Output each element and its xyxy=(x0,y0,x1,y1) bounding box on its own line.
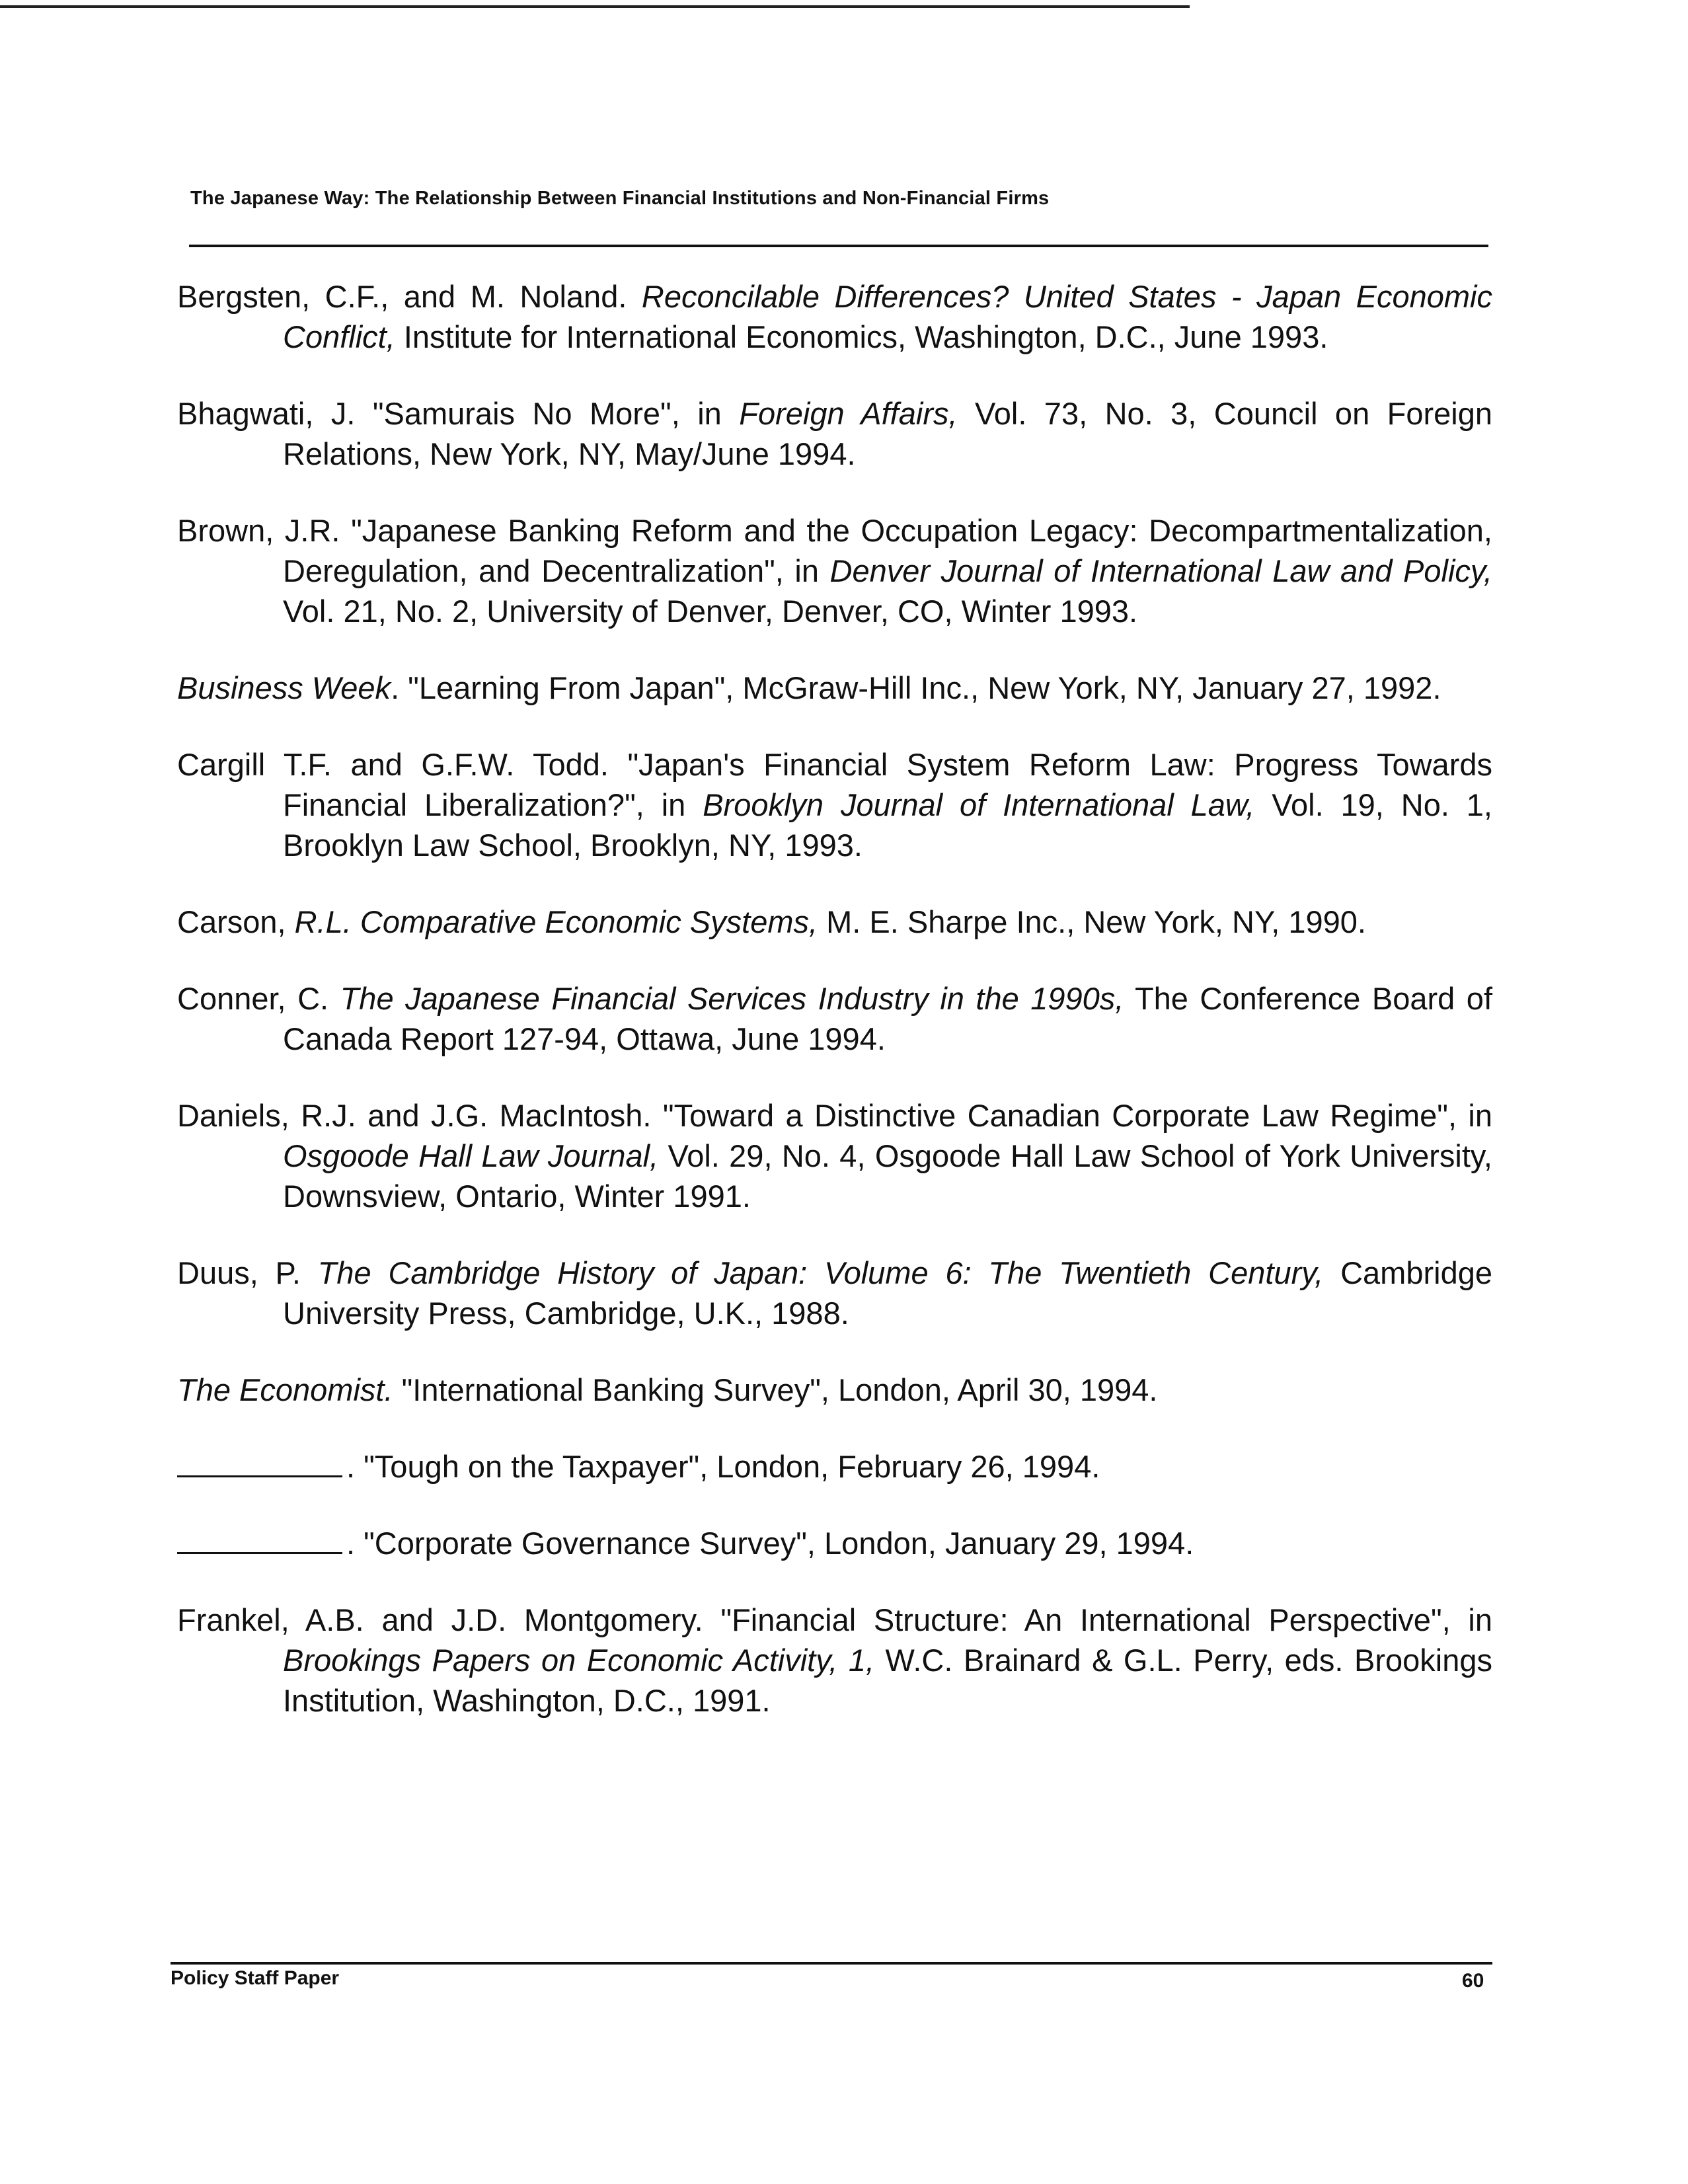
reference-entry xyxy=(177,744,1492,865)
reference-author: Brown, J.R. "Japanese Banking Reform and the Occupation Legacy: Decompartmentalization, Deregulation, and Decentralization", in xyxy=(177,513,1492,588)
reference-details: Vol. 73, No. 3, Council on Foreign Relations, New York, NY, May/June 1994. xyxy=(283,396,1493,471)
reference-title: Foreign Affairs, xyxy=(739,396,958,431)
reference-title: Osgoode Hall Law Journal, xyxy=(283,1138,659,1173)
reference-details: . "Learning From Japan", McGraw-Hill Inc., New York, NY, January 27, 1992. xyxy=(391,670,1441,705)
reference-entry xyxy=(177,1095,1492,1216)
reference-entry xyxy=(177,276,1492,357)
reference-entry xyxy=(177,668,1492,708)
reference-author: Cargill T.F. and G.F.W. Todd. "Japan's Financial System Reform Law: Progress Towards Financial Liberalization?", in xyxy=(177,747,1492,822)
reference-entry xyxy=(177,393,1492,474)
footer-rule xyxy=(171,1962,1492,1965)
reference-entry xyxy=(177,1446,1492,1487)
reference-details: Vol. 19, No. 1, Brooklyn Law School, Brooklyn, NY, 1993. xyxy=(283,787,1492,863)
scan-top-edge-line xyxy=(0,5,1190,8)
header-rule xyxy=(189,245,1488,247)
reference-details: Vol. 29, No. 4, Osgoode Hall Law School of York University, Downsview, Ontario, Winter 1991. xyxy=(283,1138,1492,1214)
reference-details: . "Tough on the Taxpayer", London, February 26, 1994. xyxy=(346,1449,1100,1484)
reference-title: R.L. Comparative Economic Systems, xyxy=(294,904,818,939)
reference-details: W.C. Brainard & G.L. Perry, eds. Brookings Institution, Washington, D.C., 1991. xyxy=(283,1643,1492,1718)
reference-details: Vol. 21, No. 2, University of Denver, Denver, CO, Winter 1993. xyxy=(283,594,1138,629)
footer-publication-label: Policy Staff Paper xyxy=(171,1967,340,1989)
repeated-author-blank-line xyxy=(177,1475,342,1477)
reference-title: Reconcilable Differences? United States - Japan Economic Conflict, xyxy=(283,279,1492,354)
reference-entry xyxy=(177,1600,1492,1721)
reference-author: Bhagwati, J. "Samurais No More", in xyxy=(177,396,740,431)
reference-title: Brooklyn Journal of International Law, xyxy=(703,787,1255,822)
reference-author: Frankel, A.B. and J.D. Montgomery. "Financial Structure: An International Perspective", in xyxy=(177,1602,1492,1637)
reference-author: Daniels, R.J. and J.G. MacIntosh. "Toward a Distinctive Canadian Corporate Law Regime", in xyxy=(177,1098,1492,1133)
reference-details: "International Banking Survey", London, April 30, 1994. xyxy=(393,1372,1158,1407)
reference-title: Denver Journal of International Law and Policy, xyxy=(829,553,1492,588)
reference-entry xyxy=(177,902,1492,942)
reference-title: The Economist. xyxy=(177,1372,393,1407)
reference-author: Duus, P. xyxy=(177,1255,318,1290)
reference-list xyxy=(177,276,1492,1757)
reference-entry xyxy=(177,978,1492,1059)
reference-details: . "Corporate Governance Survey", London, January 29, 1994. xyxy=(346,1526,1194,1561)
repeated-author-blank-line xyxy=(177,1551,342,1554)
reference-entry xyxy=(177,1370,1492,1410)
reference-details: The Conference Board of Canada Report 127-94, Ottawa, June 1994. xyxy=(283,981,1492,1056)
reference-title: Business Week xyxy=(177,670,391,705)
reference-details: Institute for International Economics, Washington, D.C., June 1993. xyxy=(395,319,1328,354)
reference-author: Carson, xyxy=(177,904,295,939)
reference-title: Brookings Papers on Economic Activity, 1, xyxy=(283,1643,875,1678)
reference-entry xyxy=(177,1523,1492,1563)
reference-title: The Japanese Financial Services Industry in the 1990s, xyxy=(340,981,1124,1016)
running-header: The Japanese Way: The Relationship Between Financial Institutions and Non-Financial Firms xyxy=(190,188,1050,209)
reference-author: Conner, C. xyxy=(177,981,340,1016)
page-number: 60 xyxy=(1462,1970,1484,1992)
reference-entry xyxy=(177,1253,1492,1333)
reference-title: The Cambridge History of Japan: Volume 6: The Twentieth Century, xyxy=(317,1255,1324,1290)
reference-details: Cambridge University Press, Cambridge, U.K., 1988. xyxy=(283,1255,1492,1331)
reference-entry xyxy=(177,510,1492,631)
reference-author: Bergsten, C.F., and M. Noland. xyxy=(177,279,642,314)
reference-details: M. E. Sharpe Inc., New York, NY, 1990. xyxy=(818,904,1366,939)
